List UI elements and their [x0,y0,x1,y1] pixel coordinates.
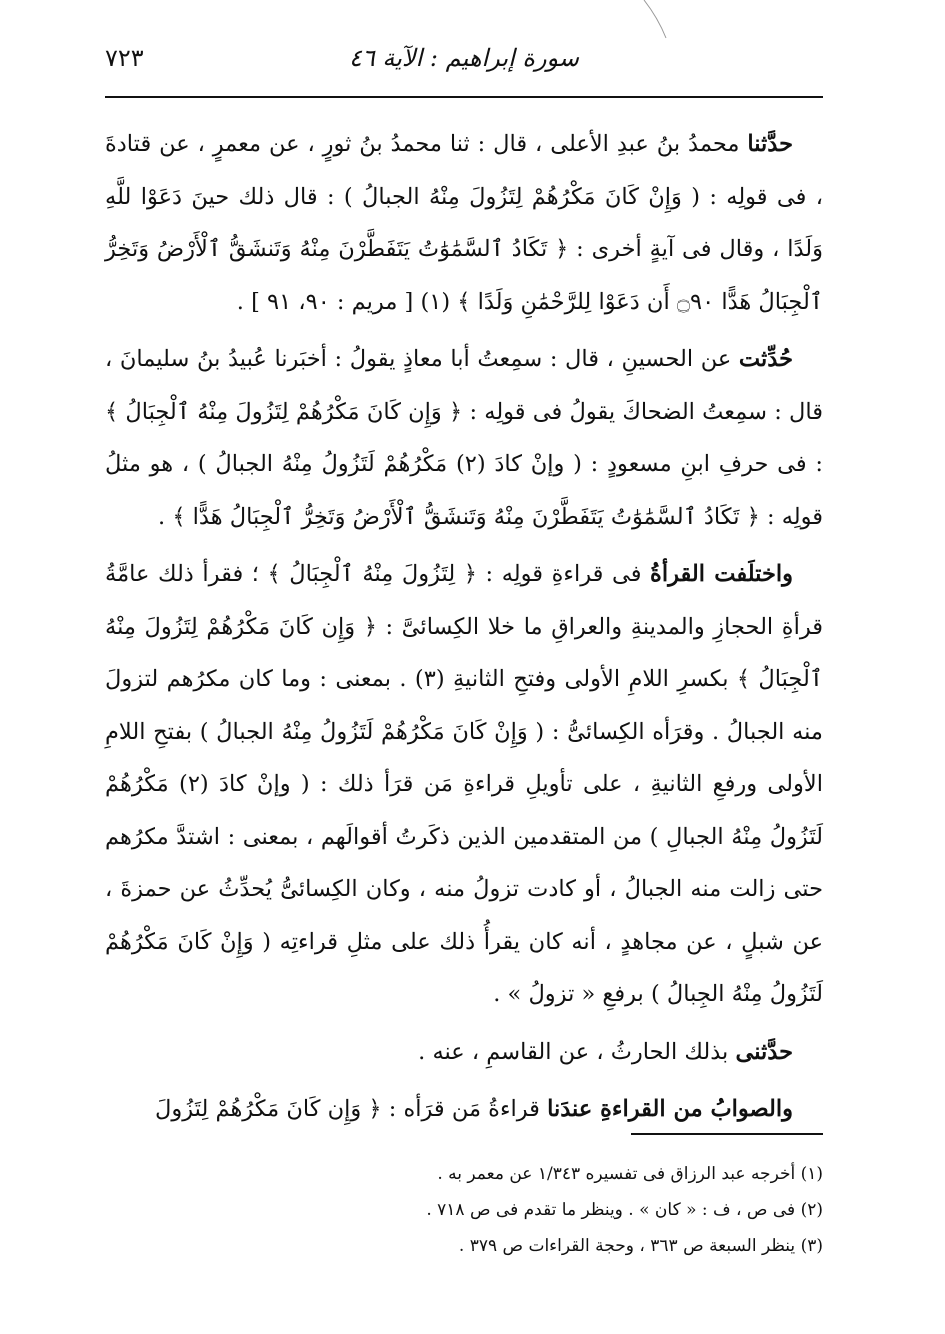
footnotes [105,1156,823,1264]
paragraph-lead: حُدِّثت [738,346,793,372]
paragraph-lead: والصوابُ من القراءةِ عندَنا [547,1096,793,1122]
paragraph-lead: واختلَفت القرأةُ [650,561,793,587]
footnote-2: (٢) فى ص ، ف : « كان » . وينظر ما تقدم فى ص ٧١٨ . [426,1200,823,1220]
footnote-rule [631,1133,823,1135]
paragraph-3 [105,548,823,1021]
footnote-1: (١) أخرجه عبد الرزاق فى تفسيره ١/٣٤٣ عن معمر به . [437,1164,823,1184]
paragraph-5 [105,1083,823,1136]
paragraph-1 [105,118,823,328]
paragraph-lead: حدَّثنى [735,1038,793,1065]
paragraph-text: بذلك الحارثُ ، عن القاسمِ ، عنه . [418,1038,736,1065]
paragraph-lead: حدَّثنا [747,131,793,157]
footnote-3: (٣) ينظر السبعة ص ٣٦٣ ، وحجة القراءات ص ٣٧٩ . [458,1236,823,1256]
page-header [105,40,823,90]
paragraph-4 [105,1026,823,1079]
main-text [105,118,823,1136]
scan-corner-mark [640,0,670,40]
paragraph-text: قراءةُ مَن قرَأه : ﴿ وَإِن كَانَ مَكْرُهُمْ لِتَزُولَ [155,1096,548,1122]
paragraph-text: فى قراءةِ قولِه : ﴿ لِتَزُولَ مِنْهُ ٱلْجِبَالُ ﴾ ؛ فقرأ ذلك عامَّةُ قرأةِ الحجازِ والمدينةِ والعراقِ ما خلا الكِسائىَّ : ﴿ وَإِن كَانَ مَكْرُهُمْ لِتَزُولَ مِنْهُ ٱلْجِبَالُ ﴾ بكسرِ اللامِ الأولى وفتحِ الثانيةِ (٣) . بمعنى : وما كان مكرُهم لتزولَ منه الجبالُ . وقرَأه الكِسائىُّ : ( وَإِنْ كَانَ مَكْرُهُمْ لَتَزُولُ مِنْهُ الجبالُ ) بفتحِ اللامِ الأولى ورفعِ الثانيةِ ، على تأويلِ قراءةِ مَن قرَأ ذلك : ( وإنْ كادَ (٢) مَكْرُهُمْ لَتَزُولُ مِنْهُ الجبالِ ) من المتقدمين الذين ذكَرتُ أقوالَهم ، بمعنى : اشتدَّ مكرُهم حتى زالت منه الجبالُ ، أو كادت تزولُ منه ، وكان الكِسائىُّ يُحدِّثُ عن حمزةَ ، عن شبلٍ ، عن مجاهدٍ ، أنه كان يقرأُ ذلك على مثلِ قراءتِه ( وَإِنْ كَانَ مَكْرُهُمْ لَتَزُولُ مِنْهُ الجِبالُ ) برفعِ « تزولُ » . [105,561,823,1007]
paragraph-text: عن الحسينِ ، قال : سمِعتُ أبا معاذٍ يقولُ : أخبَرنا عُبيدُ بنُ سليمانَ ، قال : سمِعتُ الضحاكَ يقولُ فى قولِه : ﴿ وَإِن كَانَ مَكْرُهُمْ لِتَزُولَ مِنْهُ ٱلْجِبَالُ ﴾ : فى حرفِ ابنِ مسعودٍ : ( وإنْ كادَ (٢) مَكْرُهُمْ لَتَزُولُ مِنْهُ الجبالُ ) ، هو مثلُ قولِه : ﴿ تَكَادُ ٱلسَّمَٰوَٰتُ يَتَفَطَّرْنَ مِنْهُ وَتَنشَقُّ ٱلْأَرْضُ وَتَخِرُّ ٱلْجِبَالُ هَدًّا ﴾ . [105,346,824,530]
paragraph-2 [105,333,823,543]
running-title: سورة إبراهيم : الآية ٤٦ [348,44,580,72]
paragraph-text: محمدُ بنُ عبدِ الأعلى ، قال : ثنا محمدُ بنُ ثورٍ ، عن معمرٍ ، عن قتادةَ ، فى قولِه : ( وَإِنْ كَانَ مَكْرُهُمْ لِتَزُولَ مِنْهُ الجبالُ ) : قال ذلك حينَ دَعَوْا للَّهِ وَلَدًا ، وقال فى آيةٍ أخرى : ﴿ تَكَادُ ٱلسَّمَٰوَٰتُ يَتَفَطَّرْنَ مِنْهُ وَتَنشَقُّ ٱلْأَرْضُ وَتَخِرُّ ٱلْجِبَالُ هَدًّا ۝٩٠ أَن دَعَوْا لِلرَّحْمَٰنِ وَلَدًا ﴾ (١) [ مريم : ٩٠، ٩١ ] . [105,131,823,315]
page-number: ٧٢٣ [105,44,144,72]
header-rule [105,96,823,98]
